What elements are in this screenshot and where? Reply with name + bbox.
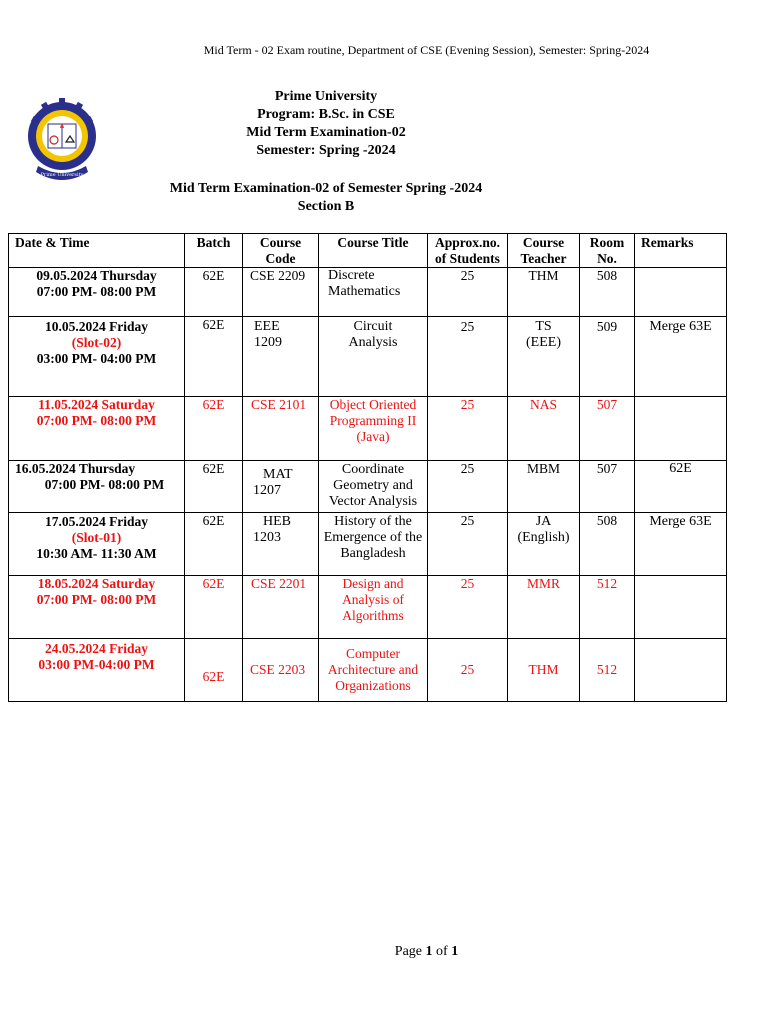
teacher-cell: TS (EEE) (508, 317, 580, 397)
page-footer: Page 1 of 1 (394, 944, 459, 959)
batch-cell: 62E (185, 513, 243, 576)
teacher-cell: NAS (508, 397, 580, 461)
university-info (214, 88, 438, 160)
students-cell: 25 (428, 317, 508, 397)
title-cell: History of the Emergence of the Bangladesh (319, 513, 428, 576)
document-header: Mid Term - 02 Exam routine, Department of CSE (Evening Session), Semester: Spring-2024 (203, 43, 650, 57)
exam-title: Mid Term Examination-02 of Semester Spring -2024 (169, 181, 483, 196)
students-cell: 25 (428, 461, 508, 513)
batch-cell: 62E (185, 461, 243, 513)
title-cell: Coordinate Geometry and Vector Analysis (319, 461, 428, 513)
table-row (9, 317, 727, 397)
table-row (9, 461, 727, 513)
students-cell: 25 (428, 397, 508, 461)
students-cell: 25 (428, 639, 508, 702)
teacher-cell: MMR (508, 576, 580, 639)
title-cell: Computer Architecture and Organizations (319, 639, 428, 702)
header-room: Room No. (580, 234, 635, 268)
room-cell: 512 (580, 576, 635, 639)
code-cell: CSE 2203 (243, 639, 319, 702)
code-cell: CSE 2209 (243, 268, 319, 317)
header-batch: Batch (185, 234, 243, 268)
room-cell: 508 (580, 268, 635, 317)
date-cell: 17.05.2024 Friday (Slot-01) 10:30 AM- 11:30 AM (9, 513, 185, 576)
remarks-cell: Merge 63E (635, 317, 727, 397)
table-row (9, 639, 727, 702)
remarks-cell: 62E (635, 461, 727, 513)
title-cell: Object Oriented Programming II (Java) (319, 397, 428, 461)
remarks-cell (635, 397, 727, 461)
title-cell: Design and Analysis of Algorithms (319, 576, 428, 639)
remarks-cell (635, 268, 727, 317)
date-cell: 24.05.2024 Friday 03:00 PM-04:00 PM (9, 639, 185, 702)
table-row (9, 576, 727, 639)
header-title: Course Title (319, 234, 428, 268)
university-name: Prime University (274, 89, 378, 104)
exam-heading (130, 180, 522, 216)
room-cell: 512 (580, 639, 635, 702)
svg-text:Prime University: Prime University (40, 172, 84, 178)
exam-name: Mid Term Examination-02 (246, 125, 406, 140)
batch-cell: 62E (185, 317, 243, 397)
code-cell: MAT 1207 (243, 461, 319, 513)
students-cell: 25 (428, 513, 508, 576)
date-cell: 09.05.2024 Thursday 07:00 PM- 08:00 PM (9, 268, 185, 317)
table-row (9, 397, 727, 461)
students-cell: 25 (428, 268, 508, 317)
remarks-cell: Merge 63E (635, 513, 727, 576)
table-row (9, 513, 727, 576)
remarks-cell (635, 639, 727, 702)
title-cell: Circuit Analysis (319, 317, 428, 397)
code-cell: HEB 1203 (243, 513, 319, 576)
students-cell: 25 (428, 576, 508, 639)
date-cell: 10.05.2024 Friday (Slot-02) 03:00 PM- 04:00 PM (9, 317, 185, 397)
remarks-cell (635, 576, 727, 639)
title-cell: Discrete Mathematics (319, 268, 428, 317)
room-cell: 507 (580, 397, 635, 461)
university-crest-icon (26, 88, 98, 188)
code-cell: CSE 2201 (243, 576, 319, 639)
teacher-cell: THM (508, 639, 580, 702)
teacher-cell: THM (508, 268, 580, 317)
teacher-cell: JA (English) (508, 513, 580, 576)
table-row (9, 268, 727, 317)
code-cell: CSE 2101 (243, 397, 319, 461)
exam-routine-table (8, 233, 727, 702)
program: Program: B.Sc. in CSE (257, 107, 395, 122)
batch-cell: 62E (185, 576, 243, 639)
header-teacher: Course Teacher (508, 234, 580, 268)
batch-cell: 62E (185, 268, 243, 317)
room-cell: 509 (580, 317, 635, 397)
teacher-cell: MBM (508, 461, 580, 513)
date-cell: 16.05.2024 Thursday 07:00 PM- 08:00 PM (9, 461, 185, 513)
table-header-row (9, 234, 727, 268)
room-cell: 507 (580, 461, 635, 513)
batch-cell: 62E (185, 639, 243, 702)
section-label: Section B (297, 199, 355, 214)
date-cell: 18.05.2024 Saturday 07:00 PM- 08:00 PM (9, 576, 185, 639)
header-code: Course Code (243, 234, 319, 268)
date-cell: 11.05.2024 Saturday 07:00 PM- 08:00 PM (9, 397, 185, 461)
semester: Semester: Spring -2024 (256, 143, 396, 158)
header-students: Approx.no. of Students (428, 234, 508, 268)
header-date: Date & Time (9, 234, 185, 268)
code-cell: EEE 1209 (243, 317, 319, 397)
room-cell: 508 (580, 513, 635, 576)
batch-cell: 62E (185, 397, 243, 461)
header-remarks: Remarks (635, 234, 727, 268)
